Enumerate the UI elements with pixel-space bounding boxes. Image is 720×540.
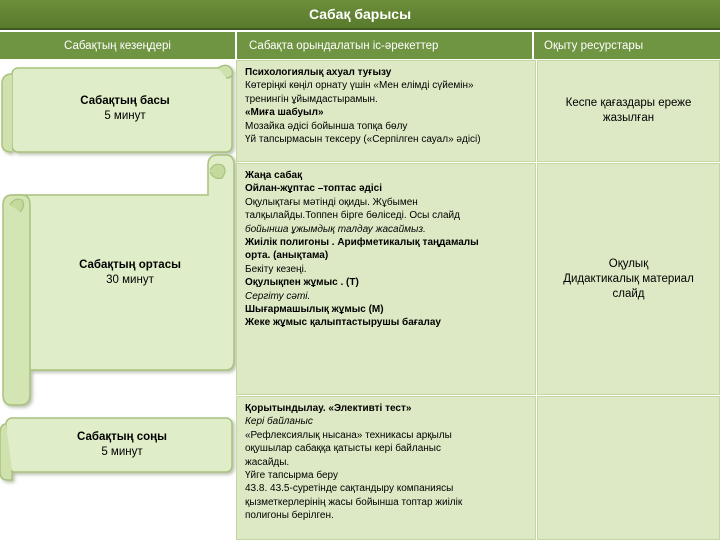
stage-title: Сабақтың соңы bbox=[77, 431, 167, 443]
resources-cell-middle bbox=[537, 163, 720, 395]
resource-line: Дидактикалық материал bbox=[563, 272, 694, 285]
action-line: орта. (анықтама) bbox=[245, 250, 329, 262]
action-line: Мозайка әдісі бойынша топқа бөлу bbox=[245, 120, 408, 132]
action-line: жасайды. bbox=[245, 456, 290, 468]
stage-title: Сабақтың ортасы bbox=[79, 259, 181, 271]
actions-cell-middle bbox=[236, 163, 536, 395]
stage-label-end bbox=[14, 430, 230, 460]
table-header bbox=[0, 32, 720, 59]
action-line: бойынша ұжымдық талдау жасаймыз. bbox=[245, 223, 426, 235]
action-line: қызметкерлерінің жасы бойынша топтар жиілік bbox=[245, 496, 463, 508]
action-line: Оқулықпен жұмыс . (Т) bbox=[245, 277, 359, 289]
action-line: полигоны берілген. bbox=[245, 510, 334, 522]
stage-duration: 5 минут bbox=[101, 446, 143, 458]
action-line: Үй тапсырмасын тексеру («Серпілген сауал» әдісі) bbox=[245, 134, 481, 146]
action-line: Жаңа сабақ bbox=[245, 170, 303, 181]
action-line: талқылайды.Топпен бірге бөліседі. Осы слайд bbox=[245, 210, 460, 222]
action-line: 43.8. 43.5-суретінде сақтандыру компаниясы bbox=[245, 483, 454, 495]
stage-duration: 5 минут bbox=[104, 110, 146, 122]
action-line: Сергіту сәті. bbox=[245, 290, 311, 302]
stage-title: Сабақтың басы bbox=[80, 95, 170, 107]
action-line: Жиілік полигоны . Арифметикалық таңдамалы bbox=[245, 237, 479, 249]
actions-cell-end bbox=[236, 396, 536, 540]
header-resources: Оқыту ресурстары bbox=[534, 32, 720, 59]
action-line: Жеке жұмыс қалыптастырушы бағалау bbox=[245, 317, 441, 329]
resource-line: Оқулық bbox=[608, 257, 649, 270]
stage-duration: 30 минут bbox=[106, 274, 154, 286]
action-line: тренингін ұйымдастырамын. bbox=[245, 93, 378, 105]
action-line: Ойлан-жұптас –топтас әдісі bbox=[245, 183, 383, 195]
action-line: Оқулықтағы мәтінді оқиды. Жұбымен bbox=[245, 196, 418, 208]
action-line: Қорытындылау. «Элективті тест» bbox=[245, 403, 412, 414]
resource-line: слайд bbox=[612, 287, 645, 300]
actions-cell-start bbox=[236, 60, 536, 162]
stage-scrolls bbox=[0, 60, 240, 540]
action-line: «Рефлексиялық нысана» техникасы арқылы bbox=[245, 429, 452, 441]
header-stages: Сабақтың кезеңдері bbox=[0, 32, 237, 59]
action-line: Шығармашылық жұмыс (М) bbox=[245, 304, 384, 316]
resource-line: жазылған bbox=[602, 112, 655, 124]
action-line: оқушылар сабаққа қатысты кері байланыс bbox=[245, 443, 441, 455]
page-title: Сабақ барысы bbox=[0, 0, 720, 30]
stage-label-middle bbox=[30, 258, 230, 288]
resources-cell-start bbox=[537, 60, 720, 162]
action-line: Психологиялық ахуал туғызу bbox=[245, 67, 392, 78]
action-line: Кері байланыс bbox=[245, 416, 313, 428]
action-line: «Миға шабуыл» bbox=[245, 107, 324, 119]
resources-cell-end bbox=[537, 396, 720, 540]
action-line: Бекіту кезеңі. bbox=[245, 263, 307, 275]
header-actions: Сабақта орындалатын іс-әрекеттер bbox=[237, 32, 534, 59]
resource-line: Кеспе қағаздары ереже bbox=[565, 97, 692, 109]
action-line: Үйге тапсырма беру bbox=[245, 470, 338, 482]
stage-label-start bbox=[20, 94, 230, 124]
action-line: Көтеріңкі көңіл орнату үшін «Мен елімді сүйемін» bbox=[245, 80, 474, 92]
